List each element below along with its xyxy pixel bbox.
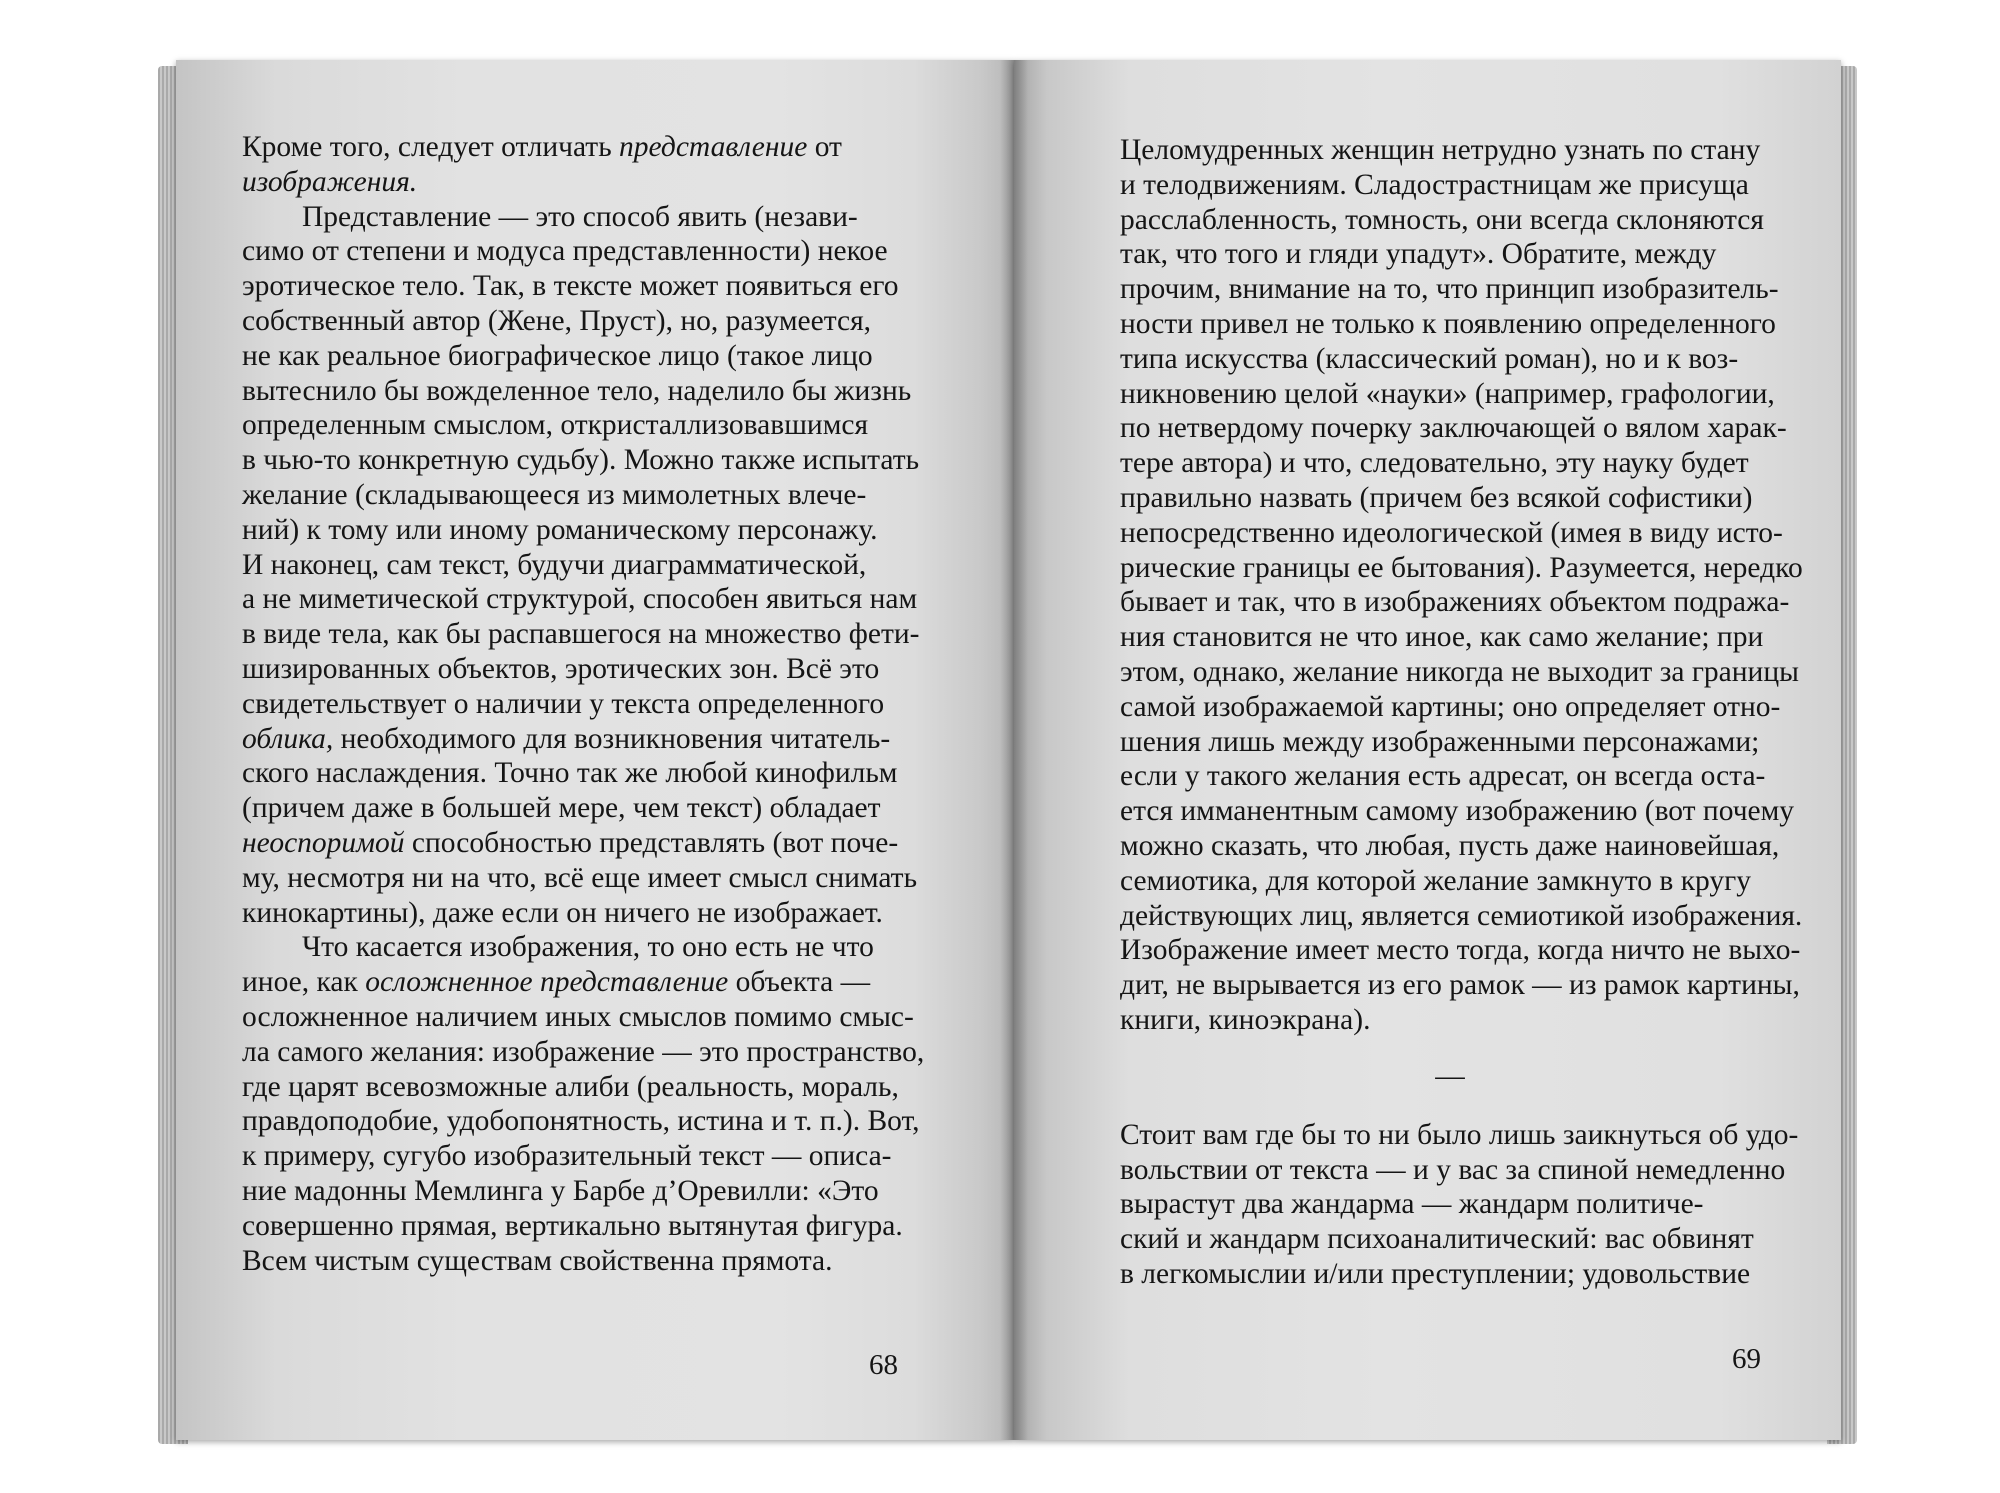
- text-segment: (причем даже в большей мере, чем текст) обладает: [242, 792, 881, 825]
- text-line: [242, 1035, 925, 1070]
- text-segment: свидетельствует о наличии у текста определенного: [242, 687, 885, 720]
- text-segment: объекта —: [728, 966, 871, 999]
- text-segment: бывает и так, что в изображениях объектом подража-: [1120, 586, 1790, 619]
- text-segment: му, несмотря ни на что, всё еще имеет смысл снимать: [242, 861, 918, 894]
- text-line: [1120, 133, 1780, 168]
- text-line: [242, 1104, 920, 1139]
- text-line: [242, 1070, 902, 1105]
- text-segment: правильно назвать (причем без всякой софистики): [1120, 481, 1753, 514]
- text-line: [1120, 446, 1780, 481]
- text-segment: способностью представлять (вот поче-: [404, 826, 899, 859]
- text-segment: совершенно прямая, вертикально вытянутая фигура.: [242, 1209, 903, 1242]
- text-line: [1120, 1003, 1780, 1038]
- text-line: [242, 443, 920, 478]
- text-segment: никновению целой «науки» (например, графологии,: [1120, 377, 1775, 410]
- text-segment: от: [807, 131, 842, 163]
- paragraph: [242, 200, 920, 931]
- right-page-text-bottom: [1120, 1118, 1799, 1292]
- text-line: [1120, 585, 1790, 620]
- text-segment: этом, однако, желание никогда не выходит за границы: [1120, 655, 1799, 688]
- right-page-text-top: [1120, 133, 1803, 1038]
- text-segment: осложненное наличием иных смыслов помимо смыс-: [242, 1000, 914, 1033]
- text-segment: ется имманентным самому изображению (вот почему: [1120, 795, 1795, 828]
- left-page-text: [242, 130, 925, 1278]
- text-line: [242, 339, 902, 374]
- text-line: [1120, 759, 1780, 794]
- text-segment: шизированных объектов, эротических зон. Всё это: [242, 652, 880, 685]
- text-segment: Представление — это способ явить (незави-: [302, 200, 858, 233]
- text-segment: ский и жандарм психоаналитический: вас обвинят: [1120, 1223, 1754, 1256]
- text-segment: к примеру, сугубо изобразительный текст — описа-: [242, 1140, 892, 1173]
- text-line: [1120, 725, 1780, 760]
- text-line: [1120, 377, 1780, 412]
- text-line: [1120, 864, 1780, 899]
- text-line: [242, 374, 912, 409]
- text-line: [1120, 968, 1800, 1003]
- text-line: [1120, 1257, 1780, 1292]
- italic-text: облика,: [242, 722, 334, 755]
- page-number-right: 69: [1732, 1343, 1761, 1375]
- text-segment: если у такого желания есть адресат, он всегда оста-: [1120, 760, 1766, 793]
- text-segment: собственный автор (Жене, Пруст), но, разумеется,: [242, 304, 872, 337]
- text-segment: симо от степени и модуса представленности) некое: [242, 235, 888, 268]
- text-line: [1120, 481, 1780, 516]
- text-segment: семиотика, для которой желание замкнуто в кругу: [1120, 864, 1752, 897]
- text-segment: необходимого для возникновения читатель-: [333, 722, 891, 755]
- text-segment: прочим, внимание на то, что принцип изобразитель-: [1120, 273, 1779, 306]
- text-line: [1120, 933, 1801, 968]
- text-segment: ности привел не только к появлению определенного: [1120, 307, 1776, 340]
- book-spine-gutter: [1000, 60, 1028, 1440]
- text-segment: типа искусства (классический роман), но и к воз-: [1120, 342, 1739, 375]
- text-line: [1120, 272, 1780, 307]
- text-line: [242, 930, 902, 965]
- text-line: [242, 1139, 902, 1174]
- text-segment: ния становится не что иное, как само желание; при: [1120, 621, 1764, 654]
- text-segment: иное, как: [242, 966, 366, 999]
- italic-text: изображения.: [242, 165, 418, 198]
- page-number-left: 68: [869, 1349, 898, 1381]
- text-line: [1120, 203, 1780, 238]
- text-segment: Что касается изображения, то оно есть не что: [302, 931, 874, 964]
- text-segment: ние мадонны Мемлинга у Барбе д’Оревилли: «Это: [242, 1174, 879, 1207]
- text-segment: рические границы ее бытования). Разумеется, нередко: [1120, 551, 1803, 584]
- text-line: [242, 513, 902, 548]
- text-line: [1120, 1187, 1780, 1222]
- text-line: [242, 269, 902, 304]
- paragraph: [242, 130, 902, 200]
- text-line: [242, 304, 902, 339]
- text-line: [242, 582, 918, 617]
- text-line: [242, 652, 902, 687]
- text-segment: действующих лиц, является семиотикой изображения.: [1120, 899, 1803, 932]
- text-line: [1120, 899, 1803, 934]
- text-line: [1120, 829, 1780, 864]
- section-separator: —: [1435, 1059, 1465, 1092]
- text-line: [242, 130, 902, 165]
- text-segment: Изображение имеет место тогда, когда ничто не выхо-: [1120, 934, 1801, 967]
- text-segment: тере автора) и что, следовательно, эту науку будет: [1120, 447, 1749, 480]
- text-line: [1120, 307, 1780, 342]
- text-segment: вольствии от текста — и у вас за спиной немедленно: [1120, 1153, 1786, 1186]
- text-segment: по нетвердому почерку заключающей о вялом харак-: [1120, 412, 1787, 445]
- text-line: [242, 965, 902, 1000]
- text-segment: а не миметической структурой, способен явиться нам: [242, 583, 918, 616]
- text-segment: Стоит вам где бы то ни было лишь заикнуться об удо-: [1120, 1118, 1799, 1151]
- text-segment: Целомудренных женщин нетрудно узнать по стану: [1120, 134, 1761, 166]
- text-line: [242, 1209, 902, 1244]
- text-line: [242, 234, 902, 269]
- text-line: [242, 408, 902, 443]
- text-line: [1120, 516, 1783, 551]
- text-line: [242, 722, 902, 757]
- text-line: [242, 896, 902, 931]
- text-segment: где царят всевозможные алиби (реальность, мораль,: [242, 1070, 899, 1103]
- text-line: [242, 826, 902, 861]
- right-page-text: [1120, 133, 1803, 1292]
- text-segment: так, что того и гляди упадут». Обратите, между: [1120, 238, 1717, 271]
- paragraph: [1120, 1118, 1799, 1292]
- text-segment: в чью-то конкретную судьбу). Можно также испытать: [242, 444, 920, 477]
- italic-text: неоспоримой: [242, 826, 405, 859]
- text-segment: книги, киноэкрана).: [1120, 1003, 1371, 1036]
- text-segment: самой изображаемой картины; оно определяет отно-: [1120, 690, 1781, 723]
- text-segment: правдоподобие, удобопонятность, истина и т. п.). Вот,: [242, 1105, 920, 1138]
- text-line: [242, 687, 902, 722]
- text-line: [242, 548, 902, 583]
- text-segment: вытеснило бы вожделенное тело, наделило бы жизнь: [242, 374, 912, 407]
- text-line: [1120, 1222, 1780, 1257]
- text-line: [1120, 342, 1780, 377]
- text-segment: не как реальное биографическое лицо (такое лицо: [242, 339, 873, 372]
- text-line: [242, 1000, 914, 1035]
- text-segment: эротическое тело. Так, в тексте может появиться его: [242, 270, 899, 303]
- text-line: [1120, 168, 1780, 203]
- text-segment: желание (складывающееся из мимолетных влече-: [242, 478, 867, 511]
- text-segment: ла самого желания: изображение — это пространство,: [242, 1035, 925, 1068]
- text-segment: вырастут два жандарма — жандарм политиче-: [1120, 1188, 1704, 1221]
- paragraph: [242, 930, 925, 1278]
- text-line: [242, 756, 902, 791]
- text-line: [1120, 1153, 1786, 1188]
- text-segment: определенным смыслом, откристаллизовавшимся: [242, 409, 869, 442]
- text-segment: И наконец, сам текст, будучи диаграмматической,: [242, 548, 867, 581]
- text-segment: и телодвижениям. Сладострастницам же присуща: [1120, 168, 1749, 201]
- text-line: [1120, 620, 1780, 655]
- paragraph: [1120, 133, 1803, 1038]
- text-segment: ского наслаждения. Точно так же любой кинофильм: [242, 757, 898, 790]
- text-segment: дит, не вырывается из его рамок — из рамок картины,: [1120, 969, 1800, 1002]
- text-line: [1120, 690, 1780, 725]
- text-segment: шения лишь между изображенными персонажами;: [1120, 725, 1760, 758]
- text-line: [242, 617, 920, 652]
- text-segment: расслабленность, томность, они всегда склоняются: [1120, 203, 1764, 236]
- italic-text: осложненное представление: [365, 966, 729, 999]
- text-segment: Кроме того, следует отличать: [242, 131, 620, 163]
- text-line: [242, 165, 902, 200]
- text-line: [242, 200, 902, 235]
- text-line: [1120, 1118, 1799, 1153]
- text-line: [1120, 411, 1787, 446]
- text-segment: кинокартины), даже если он ничего не изображает.: [242, 896, 883, 929]
- text-line: [242, 791, 902, 826]
- text-segment: Всем чистым существам свойственна прямота.: [242, 1244, 833, 1277]
- text-segment: ний) к тому или иному романическому персонажу.: [242, 513, 878, 546]
- text-line: [1120, 237, 1780, 272]
- text-line: [1120, 551, 1803, 586]
- text-segment: в виде тела, как бы распавшегося на множество фети-: [242, 618, 920, 651]
- text-line: [242, 1244, 902, 1279]
- text-line: [242, 861, 918, 896]
- text-segment: можно сказать, что любая, пусть даже наиновейшая,: [1120, 829, 1780, 862]
- text-line: [1120, 794, 1795, 829]
- text-line: [242, 1174, 902, 1209]
- text-segment: в легкомыслии и/или преступлении; удовольствие: [1120, 1257, 1751, 1290]
- text-line: [1120, 655, 1799, 690]
- text-line: [242, 478, 902, 513]
- text-segment: непосредственно идеологической (имея в виду исто-: [1120, 516, 1783, 549]
- italic-text: представление: [619, 131, 808, 163]
